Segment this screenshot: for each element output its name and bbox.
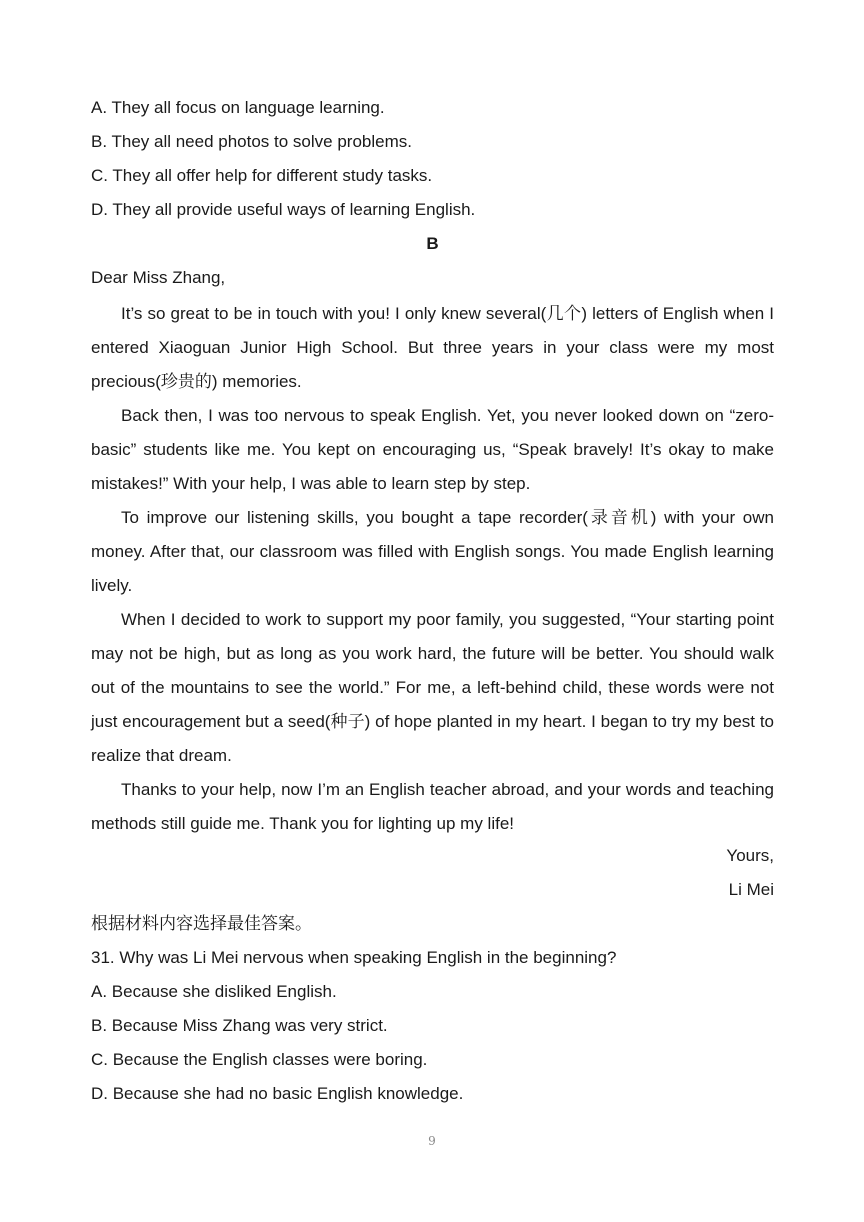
instruction: 根据材料内容选择最佳答案。 — [91, 914, 312, 933]
section-heading: B — [426, 234, 439, 253]
option-d: D. They all provide useful ways of learning English. — [91, 200, 476, 219]
question-31-option-b: B. Because Miss Zhang was very strict. — [91, 1016, 388, 1035]
letter-closing: Yours, — [726, 846, 774, 865]
page-content — [91, 93, 774, 1113]
option-c: C. They all offer help for different study tasks. — [91, 166, 433, 185]
question-31-stem: 31. Why was Li Mei nervous when speaking English in the beginning? — [91, 948, 617, 967]
option-b: B. They all need photos to solve problems. — [91, 132, 412, 151]
letter-signature: Li Mei — [728, 880, 774, 899]
letter-paragraph: Back then, I was too nervous to speak English. Yet, you never looked down on “zero-basic” students like me. You kept on encouraging us, “Speak bravely! It’s okay to make mistakes!” With your help, I was able to learn step by step. — [91, 406, 774, 493]
letter-paragraph: To improve our listening skills, you bought a tape recorder(录音机) with your own money. After that, our classroom was filled with English songs. You made English learning lively. — [91, 508, 774, 595]
question-31-option-a: A. Because she disliked English. — [91, 982, 337, 1001]
question-31-option-d: D. Because she had no basic English knowledge. — [91, 1084, 464, 1103]
letter-paragraph: It’s so great to be in touch with you! I only knew several(几个) letters of English when I entered Xiaoguan Junior High School. But three years in your class were my most precious(珍贵的) memories. — [91, 304, 774, 391]
page-number: 9 — [428, 1134, 436, 1148]
letter-salutation: Dear Miss Zhang, — [91, 268, 226, 287]
letter-paragraph: When I decided to work to support my poor family, you suggested, “Your starting point may not be high, but as long as you work hard, the future will be better. You should walk out of the mountains to see the world.” For me, a left-behind child, these words were not just encouragement but a seed(种子) of hope planted in my heart. I began to try my best to realize that dream. — [91, 610, 774, 765]
question-31-option-c: C. Because the English classes were boring. — [91, 1050, 428, 1069]
letter-paragraph: Thanks to your help, now I’m an English teacher abroad, and your words and teaching methods still guide me. Thank you for lighting up my life! — [91, 780, 774, 833]
option-a: A. They all focus on language learning. — [91, 98, 385, 117]
